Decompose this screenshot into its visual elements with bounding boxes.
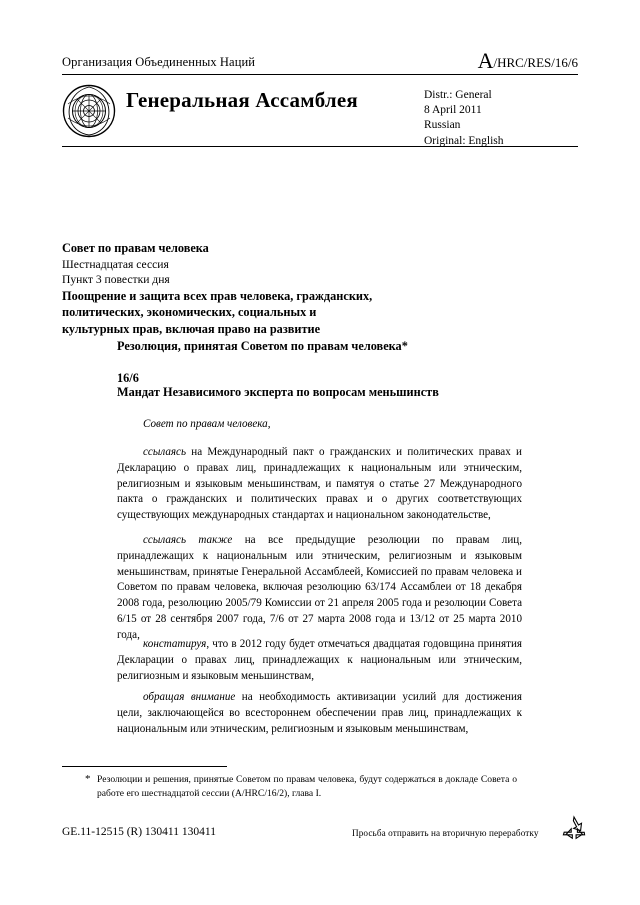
distribution-block bbox=[424, 88, 504, 149]
agenda-item: Пункт 3 повестки дня bbox=[62, 273, 170, 287]
paragraph-3-text: , что в 2012 году будет отмечаться двадцатая годовщина принятия Декларации о правах лиц, принадлежащих к национальным или этническим, религиозным и языковым меньшинствам, bbox=[117, 638, 522, 682]
council-session: Шестнадцатая сессия bbox=[62, 257, 169, 271]
paragraph-1-lead: ссылаясь bbox=[143, 446, 187, 458]
paragraph-4-lead: обращая внимание bbox=[143, 691, 236, 703]
resolution-number: 16/6 bbox=[117, 371, 139, 385]
document-symbol bbox=[478, 50, 578, 72]
distr-line-3: Russian bbox=[424, 119, 461, 132]
council-name: Совет по правам человека bbox=[62, 241, 209, 255]
preambular-paragraph-3 bbox=[117, 637, 522, 684]
resolution-opening bbox=[117, 417, 522, 433]
document-symbol-prefix: A bbox=[477, 48, 494, 73]
resolution-adopted-heading: Резолюция, принятая Советом по правам человека* bbox=[117, 339, 408, 353]
footnote-divider bbox=[62, 766, 227, 767]
agenda-title-line-1: Поощрение и защита всех прав человека, гражданских, bbox=[62, 288, 373, 303]
distr-line-4: Original: English bbox=[424, 134, 504, 147]
paragraph-2-text: на все предыдущие резолюции по правам лиц, принадлежащих к национальным или этническим, религиозным и языковым меньшинствам, принятые Генеральной Ассамблеей, Комиссией по правам человека и Советом по правам человека, включая резолюцию 63/174 Ассамблеи от 18 декабря 2008 года, резолюцию 2005/79 Комиссии от 21 апреля 2005 года и резолюции Совета 6/15 от 28 сентября 2007 года, 7/6 от 27 марта 2008 года и 13/12 от 25 марта 2010 года, bbox=[117, 534, 522, 641]
agenda-title-line-2: политических, экономических, социальных и bbox=[62, 305, 317, 320]
job-number: GE.11-12515 (R) 130411 130411 bbox=[62, 826, 216, 838]
footnote-marker: * bbox=[85, 773, 91, 785]
paragraph-4-text: на необходимость активизации усилий для достижения цели, заключающейся во всестороннем обеспечении прав лиц, принадлежащих к национальным или этническим, религиозным и языковым меньшинствам, bbox=[117, 691, 523, 735]
paragraph-3-lead: констатируя bbox=[143, 638, 207, 650]
distr-line-2: 8 April 2011 bbox=[424, 104, 482, 117]
distr-line-1: Distr.: General bbox=[424, 89, 492, 101]
preambular-paragraph-1 bbox=[117, 445, 522, 524]
preambular-paragraph-4 bbox=[117, 690, 522, 737]
body-title: Генеральная Ассамблея bbox=[126, 88, 358, 112]
paragraph-2-lead: ссылаясь также bbox=[143, 534, 233, 546]
recycle-icon bbox=[560, 814, 588, 842]
opening-text: Совет по правам человека, bbox=[143, 418, 271, 430]
organization-name: Организация Объединенных Наций bbox=[62, 55, 256, 69]
document-symbol-rest: /HRC/RES/16/6 bbox=[493, 55, 578, 70]
resolution-title: Мандат Независимого эксперта по вопросам меньшинств bbox=[117, 385, 439, 399]
header-divider-top bbox=[62, 74, 578, 75]
preambular-paragraph-2 bbox=[117, 533, 522, 643]
un-emblem-icon bbox=[62, 84, 116, 138]
header-divider-bottom bbox=[62, 146, 578, 147]
paragraph-1-text: на Международный пакт о гражданских и политических правах и Декларацию о правах лиц, принадлежащих к национальным или этническим, религиозным и языковым меньшинствам, и памятуя о статье 27 Международного пакта о гражданских и политических правах и о других соответствующих существующих международных стандартах и национальном законодательстве, bbox=[117, 446, 522, 521]
footnote-text: Резолюции и решения, принятые Советом по правам человека, будут содержаться в докладе Совета о работе его шестнадцатой сессии (A/HRC/16/2), глава I. bbox=[97, 774, 517, 799]
recycle-notice: Просьба отправить на вторичную переработку bbox=[352, 828, 539, 838]
council-block bbox=[62, 240, 412, 338]
agenda-title-line-3: культурных прав, включая право на развитие bbox=[62, 322, 321, 337]
